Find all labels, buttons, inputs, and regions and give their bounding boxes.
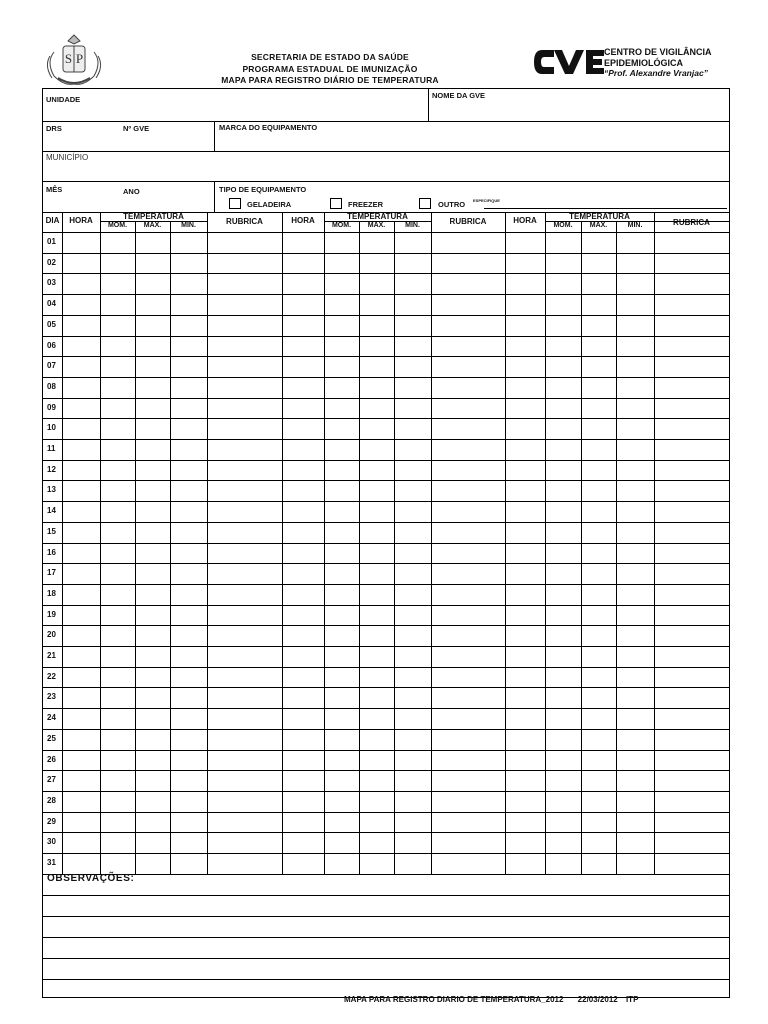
col-min-2: MIN. [405,222,420,229]
footer-title: MAPA PARA REGISTRO DIARIO DE TEMPERATURA_2012 [344,995,564,1004]
observacoes-line[interactable] [43,958,729,959]
col-max-1: MAX. [143,222,162,229]
freezer-label: FREEZER [348,200,384,209]
day-number: 16 [47,547,56,557]
header-line-programa: PROGRAMA ESTADUAL DE IMUNIZAÇÃO [242,63,418,74]
drs-label: DRS [46,124,62,133]
day-number: 18 [47,588,56,598]
mes-label: MÊS [46,185,63,194]
col-rubrica-3: RUBRICA [673,218,710,227]
day-number: 03 [47,278,56,288]
observacoes-line[interactable] [43,895,729,896]
col-rubrica-2: RUBRICA [449,217,487,226]
col-temperatura-1: TEMPERATURA [123,212,184,221]
col-rubrica-1: RUBRICA [226,217,263,226]
unidade-label: UNIDADE [46,95,81,104]
day-number: 04 [47,299,56,309]
form-header [190,52,470,87]
col-temperatura-2: TEMPERATURA [347,212,408,221]
col-temperatura-3: TEMPERATURA [569,212,630,221]
day-number: 10 [47,423,56,433]
observacoes-line[interactable] [43,979,729,980]
cve-line-1: CENTRO DE VIGILÂNCIA [604,47,712,57]
day-number: 24 [47,713,56,723]
geladeira-checkbox[interactable] [229,198,241,209]
day-number: 15 [47,526,56,536]
marca-label: MARCA DO EQUIPAMENTO [219,123,318,132]
observacoes-label: OBSERVAÇÕES: [47,873,135,884]
footer-date: 22/03/2012 [577,995,618,1004]
col-max-3: MAX. [589,222,608,229]
day-number: 09 [47,402,56,412]
header-line-secretaria: SECRETARIA DE ESTADO DA SAÚDE [251,52,409,62]
header-line-mapa: MAPA PARA REGISTRO DIÁRIO DE TEMPERATURA [221,75,439,85]
day-number: 23 [47,692,56,702]
geladeira-label: GELADEIRA [247,200,292,209]
day-number: 31 [47,858,56,867]
day-number: 26 [47,754,56,764]
day-number: 14 [47,506,56,516]
col-hora-1: HORA [69,216,93,225]
day-number: 01 [47,237,56,246]
footer-code: ITP [625,995,639,1004]
day-number: 25 [47,733,56,743]
day-number: 20 [47,630,56,640]
day-number: 30 [47,837,56,847]
col-hora-2: HORA [291,216,315,225]
col-min-1: MIN. [181,222,196,229]
observacoes-line[interactable] [43,916,729,917]
day-number: 06 [47,340,56,350]
svg-text:P: P [75,51,84,66]
col-hora-3: HORA [513,216,537,225]
n-gve-label: Nº GVE [123,124,150,133]
day-number: 28 [47,795,56,805]
cve-title [604,47,712,79]
nome-gve-label: NOME DA GVE [432,91,486,100]
svg-text:S: S [64,51,73,66]
ano-label: ANO [123,187,140,196]
temperature-form [42,88,730,998]
day-number: 17 [47,568,56,578]
freezer-checkbox[interactable] [330,198,342,209]
outro-checkbox[interactable] [419,198,431,209]
col-min-3: MIN. [627,222,643,229]
day-number: 22 [47,671,56,681]
outro-label: OUTRO [438,200,466,209]
col-max-2: MAX. [367,222,386,229]
col-mom-2: MOM. [331,222,352,229]
day-number: 05 [47,319,56,329]
day-number: 27 [47,775,56,785]
outro-specify-line[interactable] [484,208,727,209]
day-number: 19 [47,609,56,619]
day-number: 12 [47,464,56,474]
sp-coat-of-arms-icon [44,32,104,90]
day-number: 07 [47,361,56,371]
day-number: 21 [47,651,56,660]
col-mom-1: MOM. [107,222,128,229]
col-dia: DIA [45,216,60,225]
cve-logo-icon [532,46,606,78]
municipio-label: MUNICÍPIO [46,153,89,162]
day-number: 29 [47,816,56,826]
day-number: 08 [47,381,56,391]
cve-line-3: “Prof. Alexandre Vranjac” [604,68,708,78]
cve-line-2: EPIDEMIOLÓGICA [604,57,684,68]
tipo-equipamento-label: TIPO DE EQUIPAMENTO [219,185,307,194]
day-number: 13 [47,485,56,495]
col-mom-3: MOM. [553,222,573,229]
especifique-label: ESPECIFIQUE [473,198,500,203]
observacoes-line[interactable] [43,937,729,938]
day-number: 02 [47,257,56,267]
day-number: 11 [47,444,56,453]
footer [344,995,638,1004]
